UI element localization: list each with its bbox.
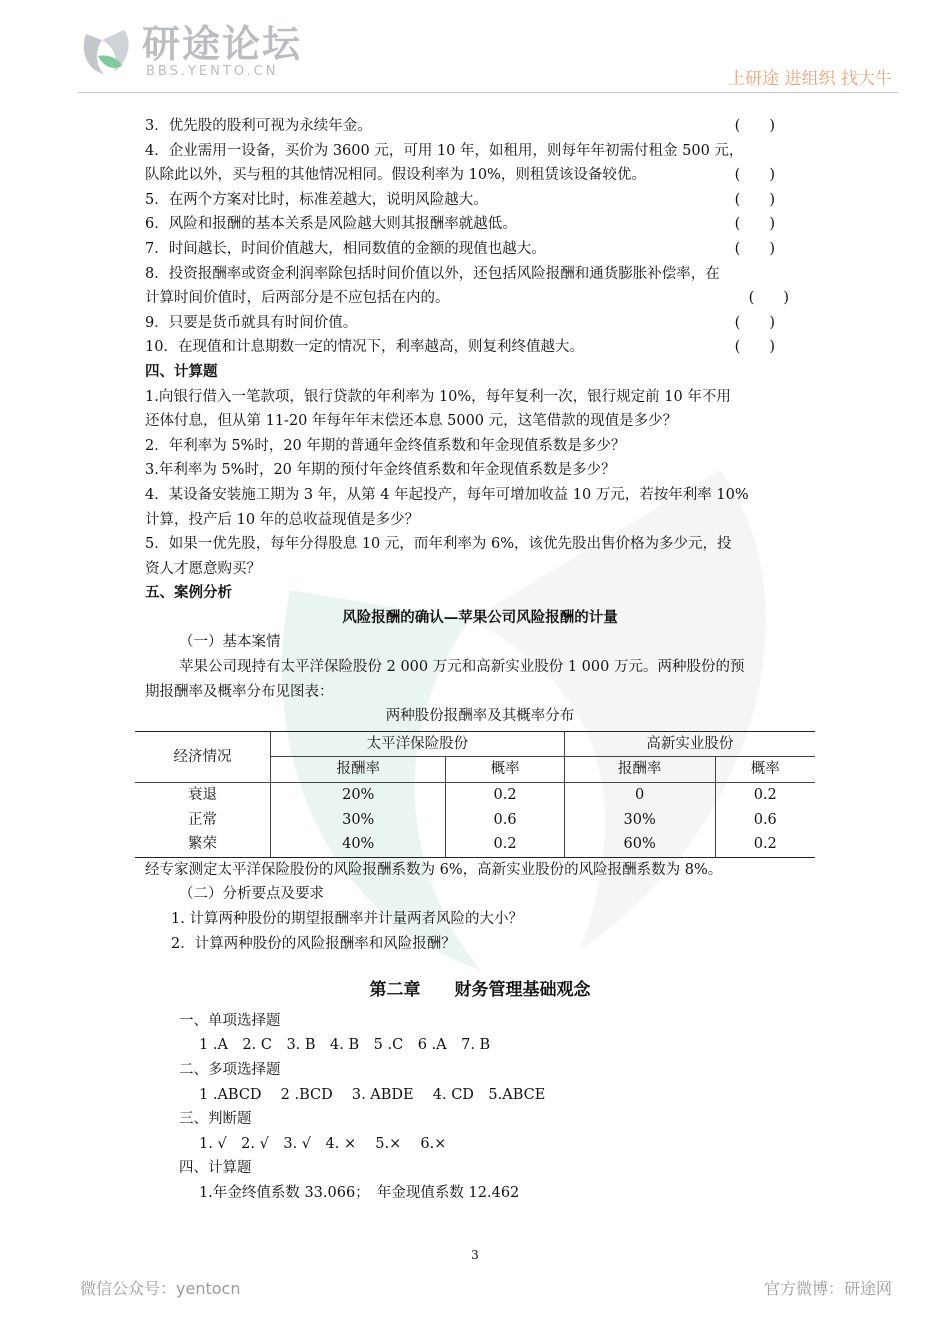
table-header-rate: 报酬率 (271, 757, 446, 783)
case-subheading: （二）分析要点及要求 (179, 886, 324, 903)
page-number: 3 (471, 1248, 479, 1262)
calc-line: 还体付息，但从第 11-20 年每年年末偿还本息 5000 元，这笔借款的现值是多少？ (145, 413, 678, 430)
requirement-item: 1. 计算两种股份的期望报酬率并计量两者风险的大小？ (171, 911, 523, 927)
case-paragraph: 期报酬率及概率分布见图表： (145, 683, 334, 700)
judgement-item: 9．只要是货币就具有时间价值。 ( ) (145, 314, 775, 331)
judgement-item: 10．在现值和计息期数一定的情况下，利率越高，则复利终值越大。 ( ) (145, 339, 775, 356)
logo-mark-icon (78, 26, 136, 78)
judgement-item: 4．企业需用一设备，买价为 3600 元，可用 10 年，如租用，则每年年初需付租金 500 元， (145, 142, 744, 159)
calc-line: 资人才愿意购买？ (145, 560, 261, 577)
logo-url: BBS.YENTO.CN (146, 64, 279, 79)
judgement-item: 队除此以外，买与租的其他情况相同。假设利率为 10%，则租赁该设备较优。 ( ) (145, 167, 775, 184)
judgement-item: 计算时间价值时，后两部分是不应包括在内的。 ( ) (145, 290, 789, 307)
table-row: 衰退 20% 0.2 0 0.2 (135, 783, 815, 808)
judgement-item: 5．在两个方案对比时，标准差越大，说明风险越大。 ( ) (145, 191, 775, 208)
answer-section-heading: 四、计算题 (179, 1160, 252, 1177)
section-heading-case: 五、案例分析 (145, 584, 232, 602)
answer-line: 1. √ 2. √ 3. √ 4. × 5.× 6.× (199, 1135, 447, 1152)
judgement-item: 6．风险和报酬的基本关系是风险越大则其报酬率就越低。 ( ) (145, 216, 775, 233)
table-header-economy: 经济情况 (135, 731, 271, 782)
answer-section-heading: 二、多项选择题 (179, 1061, 281, 1078)
section-heading-calc: 四、计算题 (145, 362, 218, 380)
case-paragraph: 苹果公司现持有太平洋保险股份 2 000 万元和高新实业股份 1 000 万元。两种股份的预 (179, 659, 745, 676)
footer-wechat: 微信公众号：yentocn (80, 1279, 241, 1298)
logo-title: 研途论坛 (142, 22, 303, 66)
answer-line: 1 .A 2. C 3. B 4. B 5 .C 6 .A 7. B (199, 1037, 491, 1054)
calc-line: 5．如果一优先股，每年分得股息 10 元，而年利率为 6%，该优先股出售价格为多少元，投 (145, 536, 732, 553)
calc-line: 3.年利率为 5%时，20 年期的预付年金终值系数和年金现值系数是多少？ (145, 462, 616, 479)
table-caption: 两种股份报酬率及其概率分布 (385, 708, 575, 725)
calc-line: 2．年利率为 5%时，20 年期的普通年金终值系数和年金现值系数是多少？ (145, 437, 626, 454)
chapter-title: 第二章 财务管理基础观念 (369, 980, 591, 1001)
expert-note: 经专家测定太平洋保险股份的风险报酬系数为 6%，高新实业股份的风险报酬系数为 8%。 (145, 861, 723, 878)
calc-line: 计算，投产后 10 年的总收益现值是多少？ (145, 511, 420, 528)
case-title: 风险报酬的确认—苹果公司风险报酬的计量 (342, 608, 618, 626)
table-header-rate: 报酬率 (564, 757, 715, 783)
table-header-group1: 太平洋保险股份 (271, 731, 565, 757)
table-row: 繁荣 40% 0.2 60% 0.2 (135, 832, 815, 857)
footer-weibo: 官方微博：研途网 (763, 1279, 892, 1298)
answer-line: 1 .ABCD 2 .BCD 3. ABDE 4. CD 5.ABCE (199, 1086, 546, 1103)
judgement-item: 7．时间越长，时间价值越大，相同数值的金额的现值也越大。 ( ) (145, 240, 775, 257)
site-logo (78, 24, 302, 79)
calc-line: 4．某设备安装施工期为 3 年，从第 4 年起投产，每年可增加收益 10 万元，若按年利率 10% (145, 486, 749, 503)
header-slogan: 上研途 进组织 找大牛 (728, 69, 892, 89)
page-content (145, 114, 815, 1206)
table-header-prob: 概率 (715, 757, 815, 783)
judgement-item: 3．优先股的股利可视为永续年金。 ( ) (145, 118, 775, 134)
answer-line: 1.年金终值系数 33.066； 年金现值系数 12.462 (199, 1184, 520, 1201)
table-row: 正常 30% 0.6 30% 0.6 (135, 808, 815, 833)
requirement-item: 2．计算两种股份的风险报酬率和风险报酬？ (171, 935, 456, 952)
judgement-item: 8．投资报酬率或资金利润率除包括时间价值以外，还包括风险报酬和通货膨胀补偿率，在 (145, 265, 720, 282)
calc-line: 1.向银行借入一笔款项，银行贷款的年利率为 10%，每年复利一次，银行规定前 10 年不用 (145, 388, 731, 405)
probability-table (135, 731, 815, 858)
answer-section-heading: 一、单项选择题 (179, 1012, 281, 1029)
table-header-group2: 高新实业股份 (564, 731, 815, 757)
header-divider (78, 92, 898, 93)
case-subheading: （一）基本案情 (179, 634, 281, 651)
answer-section-heading: 三、判断题 (179, 1111, 252, 1128)
table-header-prob: 概率 (446, 757, 564, 783)
